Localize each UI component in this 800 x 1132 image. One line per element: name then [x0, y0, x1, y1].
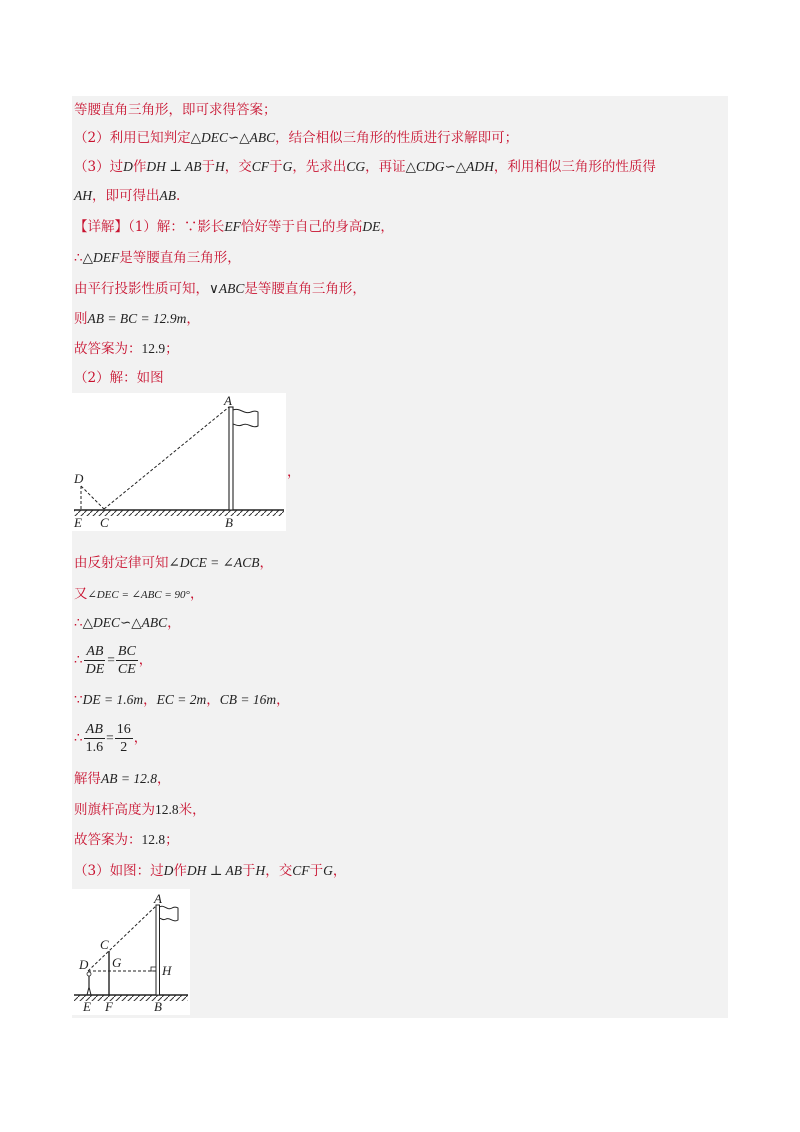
fraction-denominator: 2 — [120, 740, 128, 755]
text-line-6 — [74, 248, 241, 268]
line-text: ， — [186, 311, 200, 327]
fraction-denominator: CE — [117, 662, 136, 677]
fraction-denominator: 1.6 — [85, 740, 104, 755]
math-expression: CF — [292, 863, 310, 878]
line-text: 则 — [74, 311, 88, 327]
math-expression: EC = 2m — [156, 692, 207, 707]
figure-flagpole-shadow — [72, 889, 190, 1015]
line-text: ， — [276, 692, 290, 708]
line-text: 【详解】（1）解：∵影长 — [74, 219, 225, 235]
line-text: 又 — [74, 586, 88, 602]
text-line-17 — [74, 769, 170, 789]
fraction — [115, 721, 133, 756]
label-b: B — [154, 999, 162, 1014]
person-figure — [87, 972, 91, 995]
math-expression: DE — [362, 219, 381, 234]
line-text: 是等腰直角三角形， — [244, 281, 366, 297]
line-text: ，交 — [224, 159, 252, 175]
math-expression: EF — [224, 219, 241, 234]
label-d: D — [74, 471, 84, 486]
label-f: F — [105, 999, 113, 1014]
math-expression: D — [123, 159, 133, 174]
text-line-3 — [74, 157, 656, 177]
figure-2-svg — [72, 889, 190, 1015]
line-text: ， — [167, 615, 181, 631]
line-text: 恰好等于自己的身高 — [240, 219, 363, 235]
math-expression: G — [323, 863, 333, 878]
math-expression: ∠DCE = ∠ACB — [168, 555, 260, 570]
math-expression: DH ⊥ AB — [146, 159, 202, 174]
fraction-numerator: AB — [85, 722, 103, 737]
label-h: H — [162, 963, 172, 978]
math-expression: 12.9 — [141, 341, 166, 356]
line-text: （2）利用已知判定 — [74, 130, 191, 146]
math-expression: H — [255, 863, 266, 878]
line-text: 是等腰直角三角形， — [119, 250, 241, 266]
math-expression: AB — [159, 188, 176, 203]
equals-sign: = — [107, 652, 115, 667]
line-text: ∴ — [74, 615, 83, 631]
fraction — [84, 643, 107, 678]
text-line-11 — [74, 553, 273, 573]
math-expression: △DEC∽△ABC — [190, 130, 276, 145]
flagpole — [156, 905, 160, 995]
line-text: 作 — [173, 863, 187, 879]
math-expression: 12.8 — [141, 832, 166, 847]
math-expression: 12.8 — [155, 802, 179, 817]
math-expression: AH — [74, 188, 92, 203]
line-text: ，利用相似三角形的性质得 — [493, 159, 656, 175]
math-expression: ∠DEC = ∠ABC = 90° — [87, 589, 190, 601]
line-text: ， — [143, 692, 157, 708]
line-text: ，即可得出 — [92, 188, 160, 204]
line-text: ， — [259, 555, 273, 571]
line-text: ， — [380, 219, 394, 235]
math-expression: △DEC∽△ABC — [82, 615, 168, 630]
text-line-2 — [74, 128, 518, 148]
text-line-12 — [74, 584, 203, 605]
line-text: ∴ — [74, 730, 83, 746]
text-line-8 — [74, 309, 200, 329]
line-text: 于 — [242, 863, 256, 879]
fraction-numerator: 16 — [116, 722, 131, 737]
math-expression: AB = BC = 12.9m — [87, 311, 187, 326]
segment-ca — [104, 407, 229, 509]
line-text: 于 — [269, 159, 283, 175]
math-expression: DH ⊥ AB — [186, 863, 243, 878]
line-text: 解得 — [74, 771, 101, 787]
line-text: （3）过 — [74, 159, 124, 175]
text-line-20 — [74, 861, 346, 881]
line-text: ∵ — [74, 692, 83, 708]
fraction-denominator: DE — [85, 662, 105, 677]
line-text: 米， — [178, 802, 206, 818]
line-text: （3）如图：过 — [74, 863, 164, 879]
text-line-13 — [74, 613, 181, 633]
line-text: 则旗杆高度为 — [74, 802, 155, 818]
line-text: . — [176, 188, 181, 204]
line-text: ∴ — [74, 250, 83, 266]
line-text: 于 — [201, 159, 216, 175]
line-text: ∴ — [74, 652, 83, 668]
line-text: 于 — [309, 863, 324, 879]
line-text: ， — [189, 586, 204, 602]
fraction-numerator: BC — [117, 644, 136, 659]
label-b: B — [225, 515, 233, 530]
flagpole — [229, 407, 233, 510]
text-line-19 — [74, 830, 179, 850]
fraction — [116, 643, 138, 678]
line-text: （2）解：如图 — [74, 370, 164, 386]
math-expression: DE = 1.6m — [82, 692, 144, 707]
text-line-9 — [74, 339, 179, 359]
label-a: A — [224, 393, 232, 408]
text-line-4 — [74, 186, 180, 206]
line-text: 等腰直角三角形，即可求得答案； — [74, 102, 277, 118]
figure-1-comma — [287, 462, 301, 482]
line-text: ，再证 — [365, 159, 406, 175]
label-d: D — [79, 957, 89, 972]
math-expression: △DEF — [82, 250, 120, 265]
line-text: ， — [287, 464, 301, 480]
text-line-16 — [74, 721, 147, 756]
segment-dc — [81, 486, 104, 509]
math-expression: △CDG∽△ADH — [405, 159, 494, 174]
line-text: ， — [156, 771, 171, 787]
line-text: ， — [332, 863, 347, 879]
flag — [160, 906, 179, 921]
math-expression: ∨ABC — [209, 281, 245, 296]
label-e: E — [83, 999, 91, 1014]
math-expression: D — [163, 863, 174, 878]
label-a: A — [154, 891, 162, 906]
line-text: 作 — [132, 159, 147, 175]
text-line-18 — [74, 800, 206, 820]
line-text: ， — [138, 652, 153, 668]
math-expression: AB = 12.8 — [101, 771, 157, 786]
fraction — [84, 721, 106, 756]
text-line-7 — [74, 279, 366, 299]
flag — [233, 409, 258, 426]
math-expression: CG — [346, 159, 366, 174]
label-c: C — [100, 515, 109, 530]
line-text: 故答案为： — [74, 832, 142, 848]
figure-1-svg — [72, 393, 286, 531]
right-angle-mark — [151, 967, 156, 971]
ground-hatch — [74, 995, 188, 1001]
text-line-1 — [74, 100, 277, 120]
math-expression: H — [215, 159, 225, 174]
equals-sign: = — [106, 730, 114, 745]
math-expression: CB = 16m — [219, 692, 277, 707]
math-expression: G — [282, 159, 293, 174]
line-text: 故答案为： — [74, 341, 142, 357]
figure-flagpole-reflection — [72, 393, 286, 531]
line-text: ，先求出 — [292, 159, 347, 175]
line-text: ； — [165, 832, 179, 848]
text-line-10 — [74, 368, 164, 388]
segment-da — [88, 905, 157, 971]
text-line-15 — [74, 690, 290, 710]
line-text: ，结合相似三角形的性质进行求解即可； — [275, 130, 519, 146]
line-text: ， — [206, 692, 220, 708]
math-expression: CF — [251, 159, 270, 174]
line-text: ； — [165, 341, 179, 357]
label-g: G — [112, 955, 122, 970]
text-line-5 — [74, 217, 394, 237]
line-text: 由平行投影性质可知， — [74, 281, 209, 297]
fraction-numerator: AB — [86, 644, 104, 659]
line-text: ，交 — [265, 863, 293, 879]
text-line-14 — [74, 643, 152, 678]
label-c: C — [100, 937, 109, 952]
line-text: 由反射定律可知 — [74, 555, 169, 571]
label-e: E — [74, 515, 82, 530]
line-text: ， — [133, 730, 148, 746]
